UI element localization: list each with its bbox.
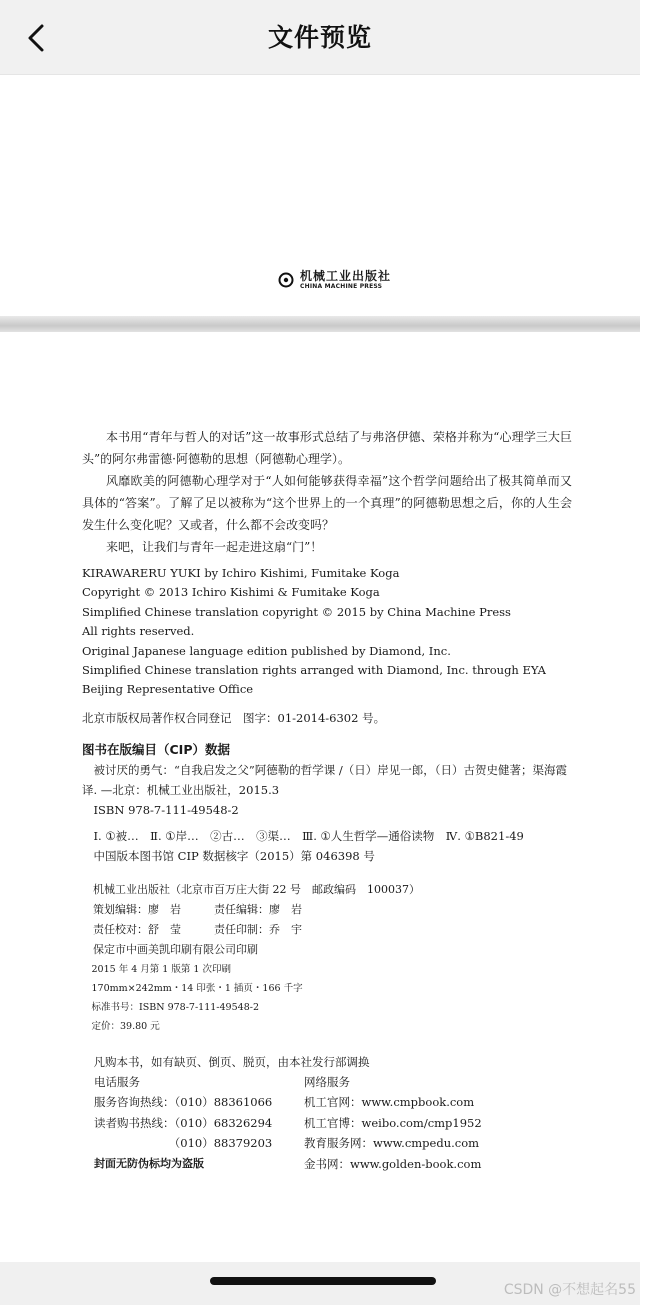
service-left (94, 1072, 304, 1175)
cip-heading: 图书在版编目（CIP）数据 (82, 741, 230, 757)
copyright-line: Simplified Chinese translation copyright © 2015 by China Machine Press (82, 604, 511, 619)
top-bar (0, 0, 640, 75)
pub-line-small: 定价：39.80 元 (91, 1020, 160, 1032)
gear-logo-icon (278, 272, 294, 288)
home-indicator[interactable] (210, 1277, 436, 1285)
anti-counterfeit-note: 封面无防伪标均为盗版 (94, 1156, 204, 1170)
document-page-1[interactable] (4, 76, 636, 316)
english-copyright (82, 564, 572, 700)
service-line: （010）88379203 (94, 1136, 273, 1151)
service-line: 机工官网：www.cmpbook.com (304, 1095, 475, 1110)
pub-line: 保定市中画美凯印刷有限公司印刷 (93, 942, 258, 956)
copyright-line: Simplified Chinese translation rights arranged with Diamond, Inc. through EYA (82, 663, 546, 678)
classification: Ⅰ. ①被… Ⅱ. ①岸… ②古… ③渠… Ⅲ. ①人生哲学—通俗读物 Ⅳ. ①B821-49 (93, 828, 524, 843)
copyright-registration: 北京市版权局著作权合同登记 图字：01-2014-6302 号。 (82, 710, 386, 725)
pub-line: 责任校对：舒 莹 责任印制：乔 宇 (93, 922, 302, 936)
publisher-logo (278, 270, 391, 290)
copyright-line: Beijing Representative Office (82, 682, 254, 697)
copyright-line: KIRAWARERU YUKI by Ichiro Kishimi, Fumitake Koga (82, 566, 400, 580)
service-line: 机工官博：weibo.com/cmp1952 (304, 1115, 482, 1130)
abstract-paragraph: 来吧，让我们与青年一起走进这扇“门”！ (106, 540, 323, 554)
abstract-paragraph: 本书用“青年与哲人的对话”这一故事形式总结了与弗洛伊德、荣格并称为“心理学三大巨头”的阿尔弗雷德·阿德勒的思想（阿德勒心理学）。 (82, 430, 572, 466)
service-line: 网络服务 (304, 1074, 350, 1089)
cip-check-number: 中国版本图书馆 CIP 数据核字（2015）第 046398 号 (93, 848, 375, 863)
book-abstract (82, 426, 572, 558)
abstract-paragraph: 风靡欧美的阿德勒心理学对于“人如何能够获得幸福”这个哲学问题给出了极其简单而又具体的“答案”。了解了足以被称为“这个世界上的一个真理”的阿德勒思想之后，你的人生会发生什么变化呢？又或者，什么都不会改变吗？ (82, 474, 572, 532)
replacement-notice: 凡购本书，如有缺页、倒页、脱页，由本社发行部调换 (93, 1054, 370, 1069)
isbn: ISBN 978-7-111-49548-2 (93, 802, 239, 817)
copyright-page-content (82, 426, 572, 1174)
page-title: 文件预览 (267, 23, 372, 52)
csdn-watermark: CSDN @不想起名55 (503, 1282, 636, 1298)
publisher-name-en: CHINA MACHINE PRESS (300, 283, 383, 290)
service-contacts (82, 1072, 572, 1175)
copyright-line: All rights reserved. (82, 624, 195, 639)
publisher-name-cn: 机械工业出版社 (300, 269, 392, 283)
page-separator (0, 316, 640, 332)
cip-description: 被讨厌的勇气：“自我启发之父”阿德勒的哲学课 /（日）岸见一郎，（日）古贺史健著；渠海霞译. —北京：机械工业出版社，2015.3 (82, 762, 568, 797)
service-line: 电话服务 (94, 1074, 140, 1089)
pub-line-small: 170mm×242mm・14 印张・1 插页・166 千字 (91, 982, 303, 994)
publication-info (82, 880, 572, 1036)
pub-line: 机械工业出版社（北京市百万庄大街 22 号 邮政编码 100037） (93, 882, 420, 896)
document-page-2[interactable] (4, 332, 636, 1262)
service-right (304, 1072, 564, 1175)
service-line: 教育服务网：www.cmpedu.com (304, 1136, 480, 1151)
right-gutter (640, 0, 650, 1305)
service-line: 读者购书热线：（010）68326294 (94, 1115, 273, 1130)
pub-line-small: 2015 年 4 月第 1 版第 1 次印刷 (91, 963, 231, 975)
copyright-line: Original Japanese language edition published by Diamond, Inc. (82, 643, 451, 658)
copyright-line: Copyright © 2013 Ichiro Kishimi & Fumitake Koga (82, 585, 380, 600)
service-line: 服务咨询热线：（010）88361066 (94, 1095, 273, 1110)
pub-line-small: 标准书号：ISBN 978-7-111-49548-2 (91, 1001, 259, 1013)
service-line: 金书网：www.golden-book.com (304, 1156, 482, 1171)
pub-line: 策划编辑：廖 岩 责任编辑：廖 岩 (93, 902, 302, 916)
